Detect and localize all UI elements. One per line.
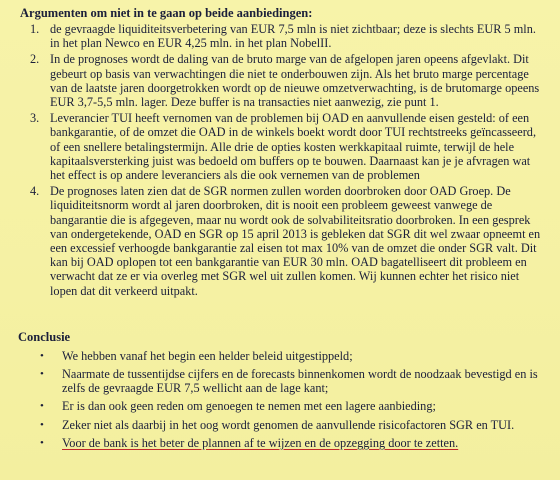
conclusion-item	[16, 399, 546, 413]
conclusion-text: Er is dan ook geen reden om genoegen te nemen met een lagere aanbieding;	[62, 399, 436, 414]
bullet-icon: •	[40, 349, 44, 362]
conclusion-text: Zeker niet als daarbij in het oog wordt genomen de aanvullende risicofactoren SGR en TUI.	[62, 417, 515, 432]
conclusion-heading: Conclusie	[18, 329, 71, 344]
argument-text: de gevraagde liquiditeitsverbetering van EUR 7,5 mln is niet zichtbaar; deze is slechts EUR 5 mln. in het plan Newco en EUR 4,25 mln. in het plan NobelII.	[50, 22, 536, 51]
argument-number: 2.	[30, 52, 40, 67]
bullet-icon: •	[40, 400, 44, 413]
section-spacer	[16, 300, 546, 330]
conclusion-item	[16, 436, 546, 450]
argument-item	[16, 52, 546, 109]
conclusion-text-underlined: Voor de bank is het beter de plannen af te wijzen en de opzegging door te zetten.	[62, 435, 459, 450]
argument-item	[16, 111, 546, 182]
conclusion-text: Naarmate de tussentijdse cijfers en de forecasts binnenkomen wordt de noodzaak bevestigd en is zelfs de gevraagde EUR 7,5 wellicht aan de lage kant;	[62, 367, 538, 396]
bullet-icon: •	[40, 368, 44, 381]
arguments-list	[16, 22, 546, 298]
argument-number: 4.	[30, 184, 40, 199]
argument-text: In de prognoses wordt de daling van de bruto marge van de afgelopen jaren opeens afgevlakt. Dit gebeurt op basis van verwachtingen die niet te onderbouwen zijn. Als het bruto marge percentage van de laatste jaren doorgetrokken wordt op de nieuwe omzetverwachting, is de brutomarge opeens EUR 3,7-5,5 mln. lager. Deze buffer is na transacties niet aanwezig, zie punt 1.	[50, 52, 540, 110]
bullet-icon: •	[40, 418, 44, 431]
argument-text: Leverancier TUI heeft vernomen van de problemen bij OAD en aanvullende eisen gesteld: of een bankgarantie, of de omzet die OAD in de winkels boekt wordt door TUI rechtstreeks geïncasseerd, of een snellere betalingstermijn. Alle drie de opties kosten werkkapitaal ruimte, terwijl de hele kapitaalsversterking juist was bedoeld om buffers op te bouwen. Daarnaast kan je je afvragen wat het effect is op andere leveranciers als die ook vernemen van de problemen	[50, 111, 537, 183]
bullet-icon: •	[40, 436, 44, 449]
conclusion-item	[16, 349, 546, 363]
conclusion-list	[16, 349, 546, 450]
argument-number: 1.	[30, 22, 40, 36]
argument-item	[16, 22, 546, 50]
argument-text: De prognoses laten zien dat de SGR normen zullen worden doorbroken door OAD Groep. De liquiditeitsnorm wordt al jaren doorbroken, dit is nooit een probleem geweest vanwege de bangarantie die is afgegeven, maar nu wordt ook de solvabiliteitsratio doorbroken. In een gesprek van ondergetekende, OAD en SGR op 15 april 2013 is gebleken dat SGR dit wel zwaar opneemt en een excessief verhoogde bankgarantie zal eisen tot max 10% van de omzet die onder SGR valt. Dit kan bij OAD oplopen tot een bankgarantie van EUR 30 mln. OAD bagatelliseert dit probleem en verwacht dat ze er via overleg met SGR wel uit zullen komen. Wij kunnen echter het risico niet lopen dat dit verkeerd uitpakt.	[50, 184, 541, 298]
conclusion-text: We hebben vanaf het begin een helder beleid uitgestippeld;	[62, 348, 353, 363]
conclusion-item	[16, 367, 546, 395]
arguments-heading: Argumenten om niet in te gaan op beide aanbiedingen:	[20, 6, 313, 20]
argument-number: 3.	[30, 111, 40, 126]
conclusion-item	[16, 418, 546, 432]
argument-item	[16, 184, 546, 298]
